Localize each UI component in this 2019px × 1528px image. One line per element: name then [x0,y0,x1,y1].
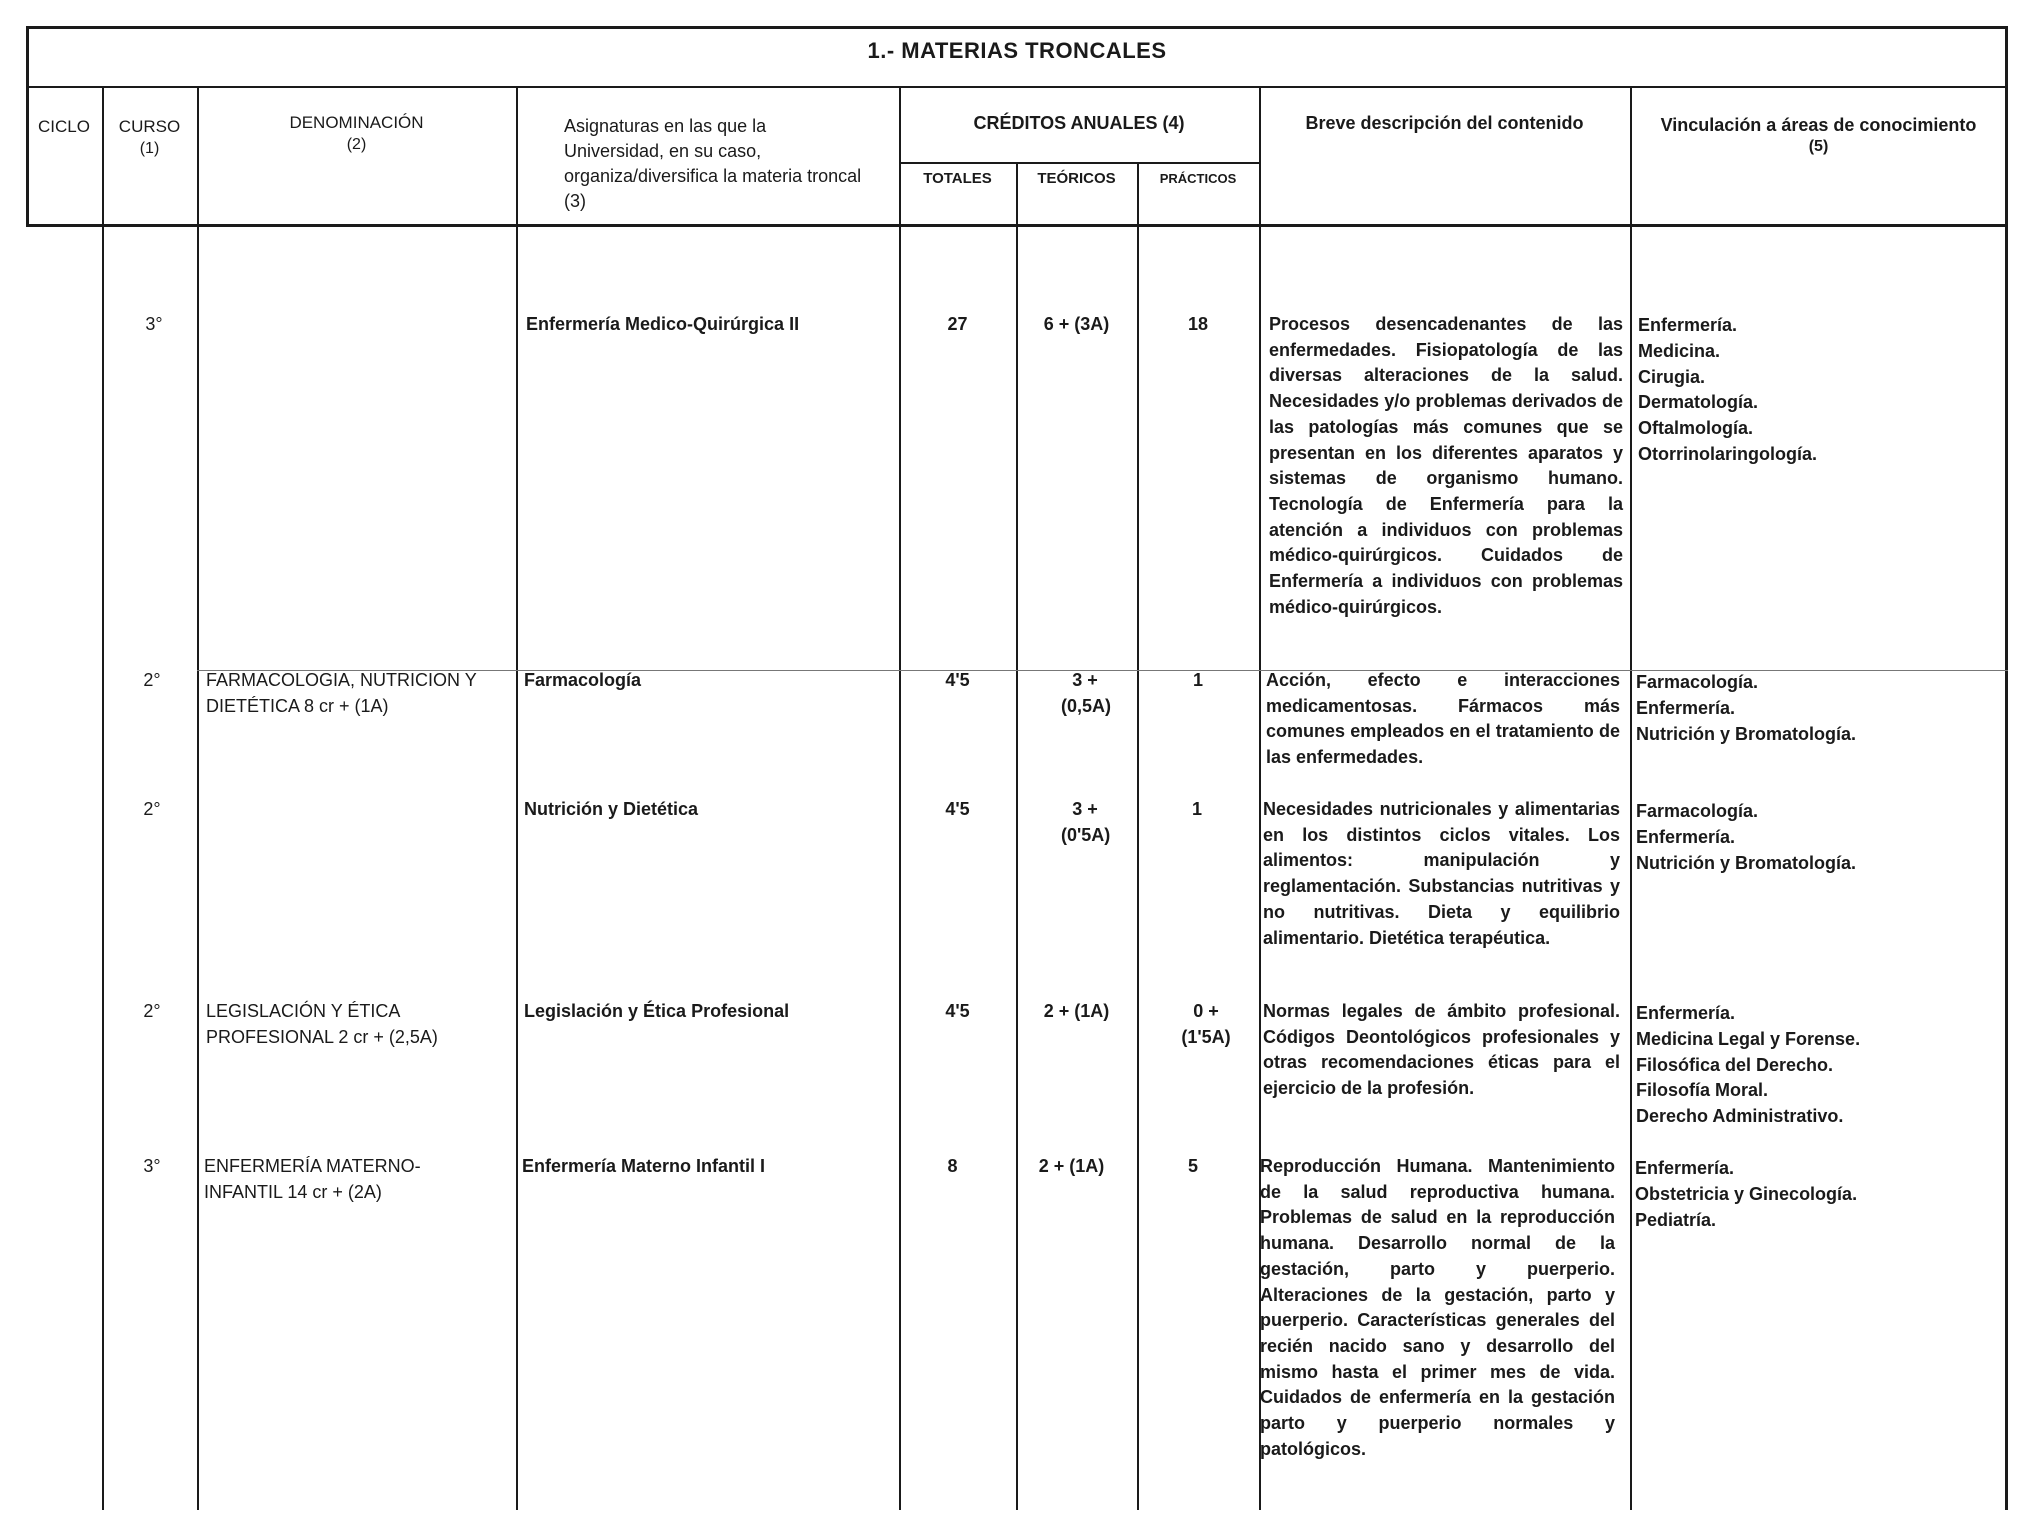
area-item: Filosofía Moral. [1636,1080,1769,1101]
area-item: Nutrición y Bromatología. [1636,723,1857,744]
row-denominacion: FARMACOLOGIA, NUTRICION Y DIETÉTICA 8 cr + (1A) [206,670,477,716]
row-curso: 2° [143,799,161,819]
header-curso-label: CURSO [118,117,181,136]
header-vinculacion-label: Vinculación a áreas de conocimiento [1660,115,1977,135]
area-item: Obstetricia y Ginecología. [1635,1183,1858,1204]
row-asignatura: Nutrición y Dietética [524,799,699,819]
area-item: Otorrinolaringología. [1638,443,1817,464]
row-practicos: 18 [1187,314,1209,334]
area-item: Enfermería. [1636,826,1736,847]
row-denominacion: ENFERMERÍA MATERNO-INFANTIL 14 cr + (2A) [204,1156,421,1202]
header-teoricos-label: TEÓRICOS [1037,170,1116,187]
row-curso: 2° [143,670,161,690]
row-asignatura: Enfermería Materno Infantil I [522,1156,766,1176]
row-practicos: 5 [1187,1156,1198,1176]
row-teoricos: 3 + (0'5A) [1061,799,1111,845]
row-asignatura: Legislación y Ética Profesional [524,1001,790,1021]
row-curso: 3° [143,1156,161,1176]
document-sheet [26,26,2008,1510]
row-denominacion: LEGISLACIÓN Y ÉTICA PROFESIONAL 2 cr + (2,5A) [206,1001,438,1047]
header-ciclo [26,116,102,138]
row-teoricos: 3 + (0,5A) [1061,670,1112,716]
area-item: Filosófica del Derecho. [1636,1054,1834,1075]
header-curso [102,116,197,160]
row-curso: 2° [143,1001,161,1021]
title-separator [26,86,2008,88]
header-denominacion-note: (2) [346,136,367,153]
row-areas [1636,799,1996,876]
row-practicos: 0 + (1'5A) [1181,1001,1231,1047]
header-denominacion [197,112,516,156]
row-areas [1635,1156,1995,1233]
area-item: Enfermería. [1636,1003,1736,1023]
col-line-teoricos [1137,162,1139,1510]
row-practicos: 1 [1192,670,1203,690]
row-asignatura: Enfermería Medico-Quirúrgica II [526,314,800,334]
row-teoricos: 6 + (3A) [1043,314,1110,334]
creditos-sub-line [899,162,1259,164]
row-descripcion: Procesos desencadenantes de las enfermedades. Fisiopatología de las diversas alteraciones de la salud. Necesidades y/o problemas derivados de las patologías más comunes que se presentan en los diferentes aparatos y sistemas de organismo humano. Tecnología de Enfermería para la atención a individuos con problemas médico-quirúrgicos. Cuidados de Enfermería a individuos con problemas médico-quirúrgicos. [1269,314,1623,617]
row-totales: 4'5 [945,670,970,690]
area-item: Farmacología. [1636,801,1759,821]
row-totales: 8 [947,1156,958,1176]
header-vinculacion-note: (5) [1808,138,1829,155]
area-item: Nutrición y Bromatología. [1636,852,1857,873]
header-asignaturas-label: Asignaturas en las que la Universidad, en su caso, organiza/diversifica la materia troncal (3) [564,116,862,211]
header-practicos [1137,168,1259,190]
header-vinculacion [1632,114,2005,158]
area-item: Enfermería. [1638,315,1738,335]
row-totales: 4'5 [945,799,970,819]
area-item: Oftalmología. [1638,418,1754,439]
table-border-top [26,26,2008,29]
row-totales: 27 [947,314,968,334]
header-curso-note: (1) [139,140,160,157]
row-totales: 4'5 [945,1001,970,1021]
row-areas [1638,313,1998,468]
area-item: Pediatría. [1635,1209,1717,1230]
header-totales-label: TOTALES [923,170,992,187]
header-denominacion-label: DENOMINACIÓN [289,113,424,132]
area-item: Dermatología. [1638,392,1759,413]
header-teoricos [1016,168,1137,190]
row-descripcion: Normas legales de ámbito profesional. Códigos Deontológicos profesionales y otras recomendaciones éticas para el ejercicio de la profesión. [1263,1001,1620,1099]
area-item: Enfermería. [1636,697,1736,718]
row-asignatura: Farmacología [524,670,642,690]
area-item: Derecho Administrativo. [1636,1106,1844,1127]
area-item: Medicina. [1638,340,1721,361]
col-line-totales [1016,162,1018,1510]
row-teoricos: 2 + (1A) [1038,1156,1105,1176]
header-asignaturas [564,114,864,214]
area-item: Medicina Legal y Forense. [1636,1028,1861,1049]
header-creditos [899,112,1259,134]
header-ciclo-label: CICLO [38,117,90,136]
row-curso: 3° [145,314,163,334]
row-teoricos: 2 + (1A) [1043,1001,1110,1021]
col-line-curso [197,86,199,1510]
page-title: 1.- MATERIAS TRONCALES [867,38,1167,63]
col-line-denominacion [516,86,518,1510]
header-practicos-label: PRÁCTICOS [1159,171,1237,186]
row-descripcion: Reproducción Humana. Mantenimiento de la salud reproductiva humana. Problemas de salud en la reproducción humana. Desarrollo normal de la gestación, parto y puerperio. Alteraciones de la gestación, parto y puerperio. Características generales del recién nacido sano y desarrollo del mismo hasta el primer mes de vida. Cuidados de enfermería en la gestación parto y puerperio normales y patológicos. [1260,1156,1615,1459]
area-item: Cirugia. [1638,366,1706,387]
row-descripcion: Necesidades nutricionales y alimentarias en los distintos ciclos vitales. Los alimentos: manipulación y reglamentación. Substancias nutritivas y no nutritivas. Dieta y equilibrio alimentario. Dietética terapéutica. [1263,799,1620,948]
header-descripcion-label: Breve descripción del contenido [1305,113,1584,133]
row-areas [1636,670,1996,747]
header-descripcion [1259,112,1630,134]
header-totales [899,168,1016,190]
col-line-ciclo [102,86,104,1510]
table-border-right [2005,26,2008,1510]
header-creditos-label: CRÉDITOS ANUALES (4) [973,113,1185,133]
area-item: Enfermería. [1635,1158,1735,1178]
col-line-descripcion [1630,86,1632,1510]
area-item: Farmacología. [1636,672,1759,692]
row-descripcion: Acción, efecto e interacciones medicamentosas. Fármacos más comunes empleados en el tratamiento de las enfermedades. [1266,670,1620,768]
row-areas [1636,1001,1996,1130]
row-practicos: 1 [1191,799,1202,819]
